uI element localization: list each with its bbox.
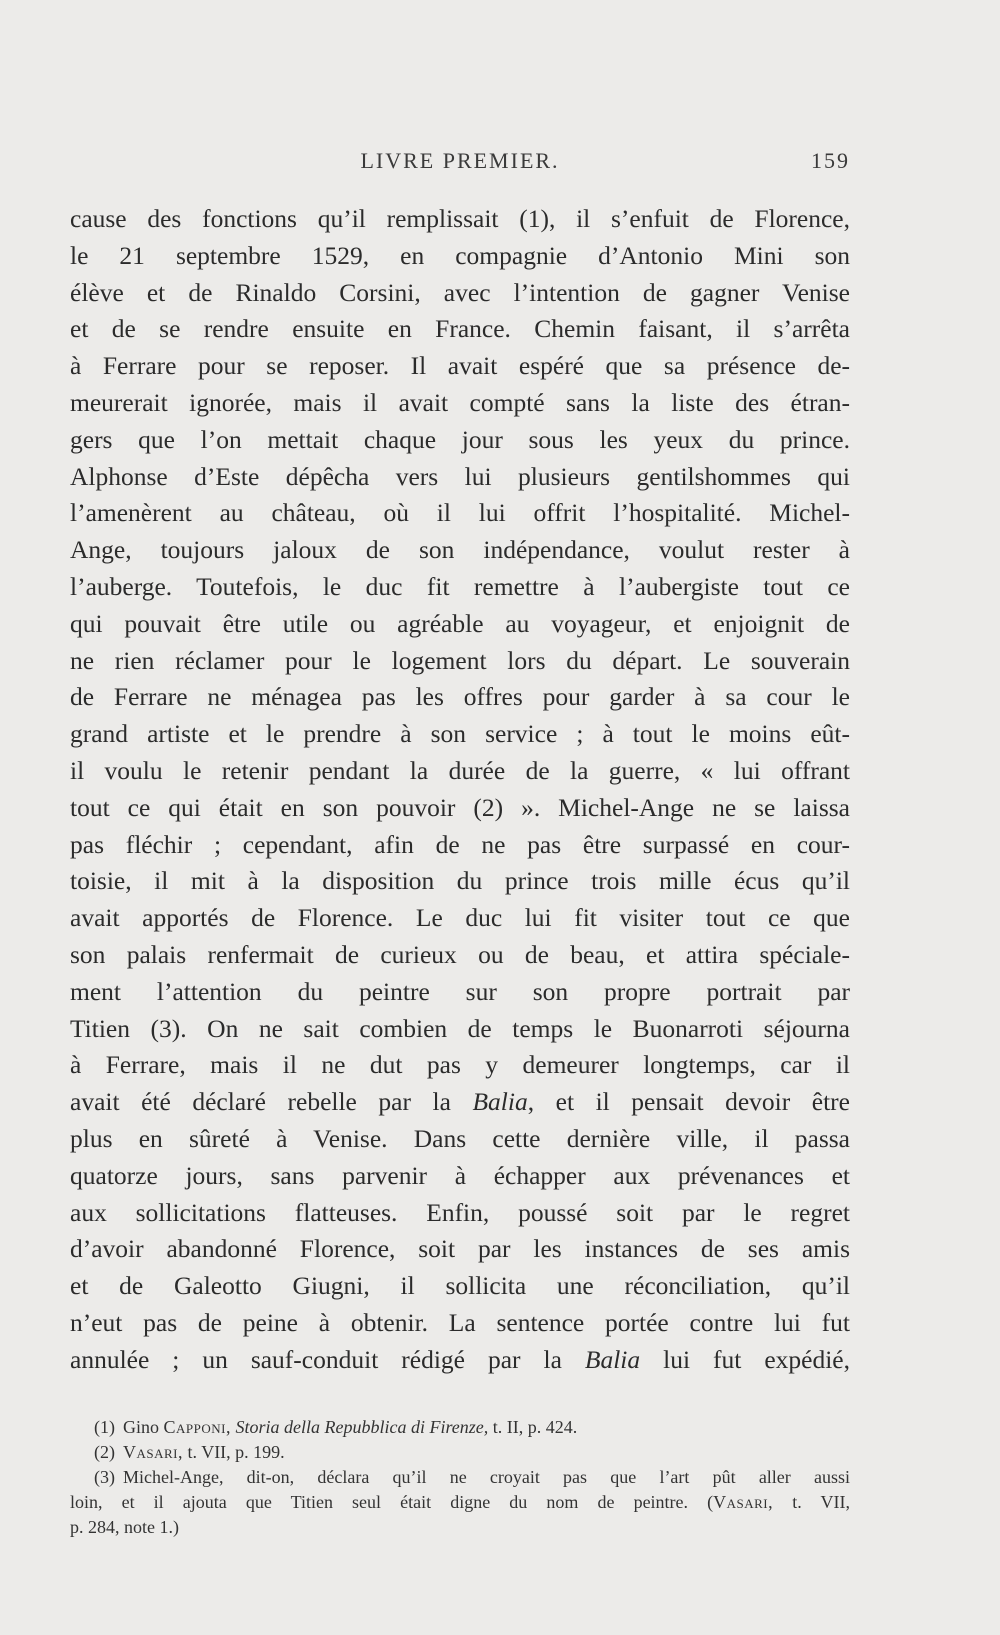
running-title: LIVRE PREMIER. <box>360 148 560 173</box>
text-line: l’auberge. Toutefois, le duc fit remettre à l’aubergiste tout ce <box>70 571 850 601</box>
footnote-author-last: Capponi, <box>163 1417 231 1437</box>
text-line: avait apportés de Florence. Le duc lui fit visiter tout ce que <box>70 903 850 933</box>
text-line: ne rien réclamer pour le logement lors du départ. Le souverain <box>70 645 850 675</box>
italic-term: Balia <box>472 1087 528 1117</box>
footnote-3-line-1 <box>70 1465 850 1490</box>
text-line: le 21 septembre 1529, en compagnie d’Antonio Mini son <box>70 240 850 270</box>
text-line: gers que l’on mettait chaque jour sous les yeux du prince. <box>70 424 850 454</box>
footnote-1 <box>70 1415 850 1440</box>
text-line: ment l’attention du peintre sur son propre portrait par <box>70 976 850 1006</box>
text-line: plus en sûreté à Venise. Dans cette dernière ville, il passa <box>70 1123 850 1153</box>
footnote-text: p. 284, note 1.) <box>70 1517 179 1537</box>
footnote-number: (3) <box>94 1467 115 1487</box>
text-line: qui pouvait être utile ou agréable au voyageur, et enjoignit de <box>70 608 850 638</box>
footnote-number: (1) <box>94 1417 115 1437</box>
footnote-reference: t. VII, p. 199. <box>187 1442 285 1462</box>
text-line: n’eut pas de peine à obtenir. La sentence portée contre lui fut <box>70 1307 850 1337</box>
main-text <box>70 201 850 1379</box>
text-line: cause des fonctions qu’il remplissait (1), il s’enfuit de Florence, <box>70 204 850 233</box>
text-line: quatorze jours, sans parvenir à échapper aux prévenances et <box>70 1160 850 1190</box>
text-line: tout ce qui était en son pouvoir (2) ». Michel-Ange ne se laissa <box>70 792 850 822</box>
footnote-text: t. VII, <box>773 1492 850 1512</box>
footnote-number: (2) <box>94 1442 115 1462</box>
footnote-author-first: Gino <box>123 1417 159 1437</box>
text-line: Ange, toujours jaloux de son indépendance, voulut rester à <box>70 535 850 565</box>
footnote-author: Vasari, <box>123 1442 184 1462</box>
text-line: grand artiste et le prendre à son service ; à tout le moins eût- <box>70 719 850 749</box>
text-line: l’amenèrent au château, où il lui offrit l’hospitalité. Michel- <box>70 498 850 528</box>
footnote-author: Vasari, <box>713 1492 774 1512</box>
footnote-work-title: Storia della Repubblica di Firenze, <box>235 1417 489 1437</box>
footnote-text: loin, et il ajouta que Titien seul était digne du nom de peintre. ( <box>70 1492 714 1512</box>
text-line: pas fléchir ; cependant, afin de ne pas être surpassé en cour- <box>70 829 850 859</box>
text-line: il voulu le retenir pendant la durée de la guerre, « lui offrant <box>70 755 850 785</box>
page-header <box>70 148 850 178</box>
text-line: annulée ; un sauf-conduit rédigé par la Balia lui fut expédié, <box>70 1344 850 1374</box>
text-line: et de Galeotto Giugni, il sollicita une réconciliation, qu’il <box>70 1271 850 1301</box>
text-line: Alphonse d’Este dépêcha vers lui plusieurs gentilshommes qui <box>70 461 850 491</box>
text-line: à Ferrare pour se reposer. Il avait espéré que sa présence de- <box>70 351 850 381</box>
footnote-2 <box>70 1440 850 1465</box>
text-line: et de se rendre ensuite en France. Chemin faisant, il s’arrêta <box>70 314 850 344</box>
page-number: 159 <box>811 148 850 173</box>
text-line: meurerait ignorée, mais il avait compté sans la liste des étran- <box>70 387 850 417</box>
footnote-reference: t. II, p. 424. <box>492 1417 578 1437</box>
italic-term: Balia <box>584 1344 641 1374</box>
text-line: son palais renfermait de curieux ou de beau, et attira spéciale- <box>70 939 850 969</box>
footnote-3-line-3 <box>70 1515 850 1540</box>
footnotes <box>70 1415 850 1540</box>
text-line: aux sollicitations flatteuses. Enfin, poussé soit par le regret <box>70 1197 850 1227</box>
text-line: de Ferrare ne ménagea pas les offres pour garder à sa cour le <box>70 682 850 712</box>
footnote-text: Michel-Ange, dit-on, déclara qu’il ne croyait pas que l’art pût aller aussi <box>123 1467 850 1487</box>
text-line: Titien (3). On ne sait combien de temps le Buonarroti séjourna <box>70 1013 850 1043</box>
text-line: à Ferrare, mais il ne dut pas y demeurer longtemps, car il <box>70 1050 850 1080</box>
text-line: élève et de Rinaldo Corsini, avec l’intention de gagner Venise <box>70 277 850 307</box>
footnote-3-line-2 <box>70 1490 850 1515</box>
text-line: toisie, il mit à la disposition du prince trois mille écus qu’il <box>70 866 850 896</box>
text-line: avait été déclaré rebelle par la Balia, et il pensait devoir être <box>70 1087 850 1117</box>
text-line: d’avoir abandonné Florence, soit par les instances de ses amis <box>70 1234 850 1264</box>
